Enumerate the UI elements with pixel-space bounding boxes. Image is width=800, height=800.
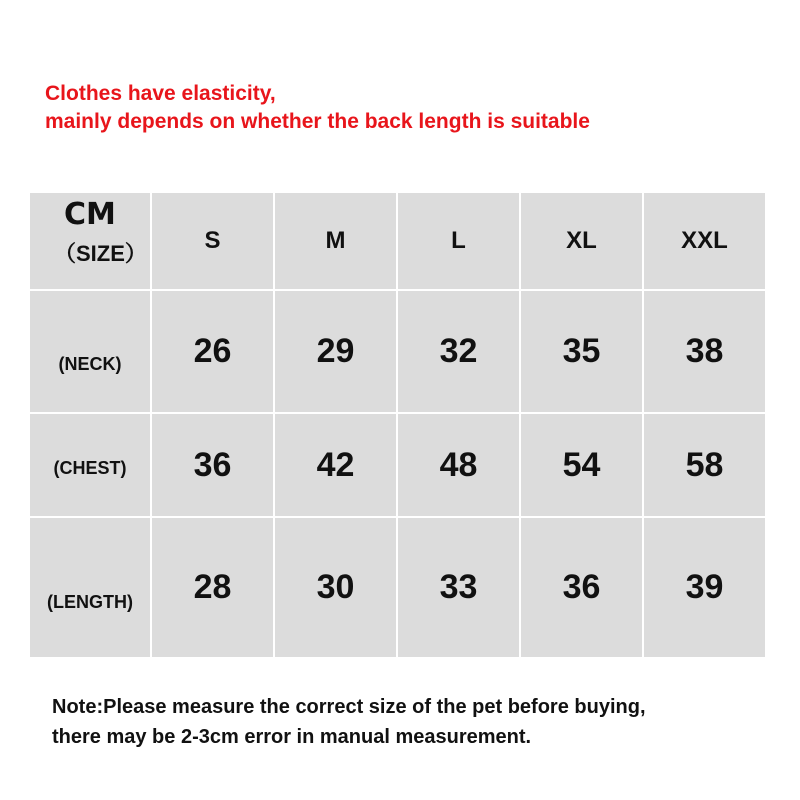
size-chart-table [28,191,767,659]
chest-value-xxl: 58 [644,414,765,516]
elasticity-headline [45,80,590,136]
size-header-xxl: XXL [644,193,765,289]
size-header-xl: XL [521,193,642,289]
note-line-2: there may be 2-3cm error in manual measurement. [52,726,532,748]
size-header-m: M [275,193,396,289]
headline-line-1: Clothes have elasticity, [45,82,276,105]
neck-value-l: 32 [398,291,519,412]
neck-value-s: 26 [152,291,273,412]
size-header-row [30,193,765,289]
neck-label: (NECK) [30,291,150,412]
neck-value-xxl: 38 [644,291,765,412]
headline-line-2: mainly depends on whether the back length is suitable [45,110,590,133]
measurement-note [52,692,646,752]
note-line-1: Note:Please measure the correct size of the pet before buying, [52,696,646,718]
length-value-s: 28 [152,518,273,657]
size-header-s: S [152,193,273,289]
neck-value-xl: 35 [521,291,642,412]
unit-label: CM [64,197,116,232]
chest-value-s: 36 [152,414,273,516]
chest-value-l: 48 [398,414,519,516]
chest-label: (CHEST) [30,414,150,516]
size-header-l: L [398,193,519,289]
chest-value-xl: 54 [521,414,642,516]
chest-row [30,414,765,516]
length-row [30,518,765,657]
unit-size-cell [30,193,150,289]
size-label: （SIZE） [54,241,147,266]
neck-row [30,291,765,412]
length-value-l: 33 [398,518,519,657]
chest-value-m: 42 [275,414,396,516]
length-value-xl: 36 [521,518,642,657]
length-value-xxl: 39 [644,518,765,657]
neck-value-m: 29 [275,291,396,412]
length-label: (LENGTH) [30,518,150,657]
length-value-m: 30 [275,518,396,657]
